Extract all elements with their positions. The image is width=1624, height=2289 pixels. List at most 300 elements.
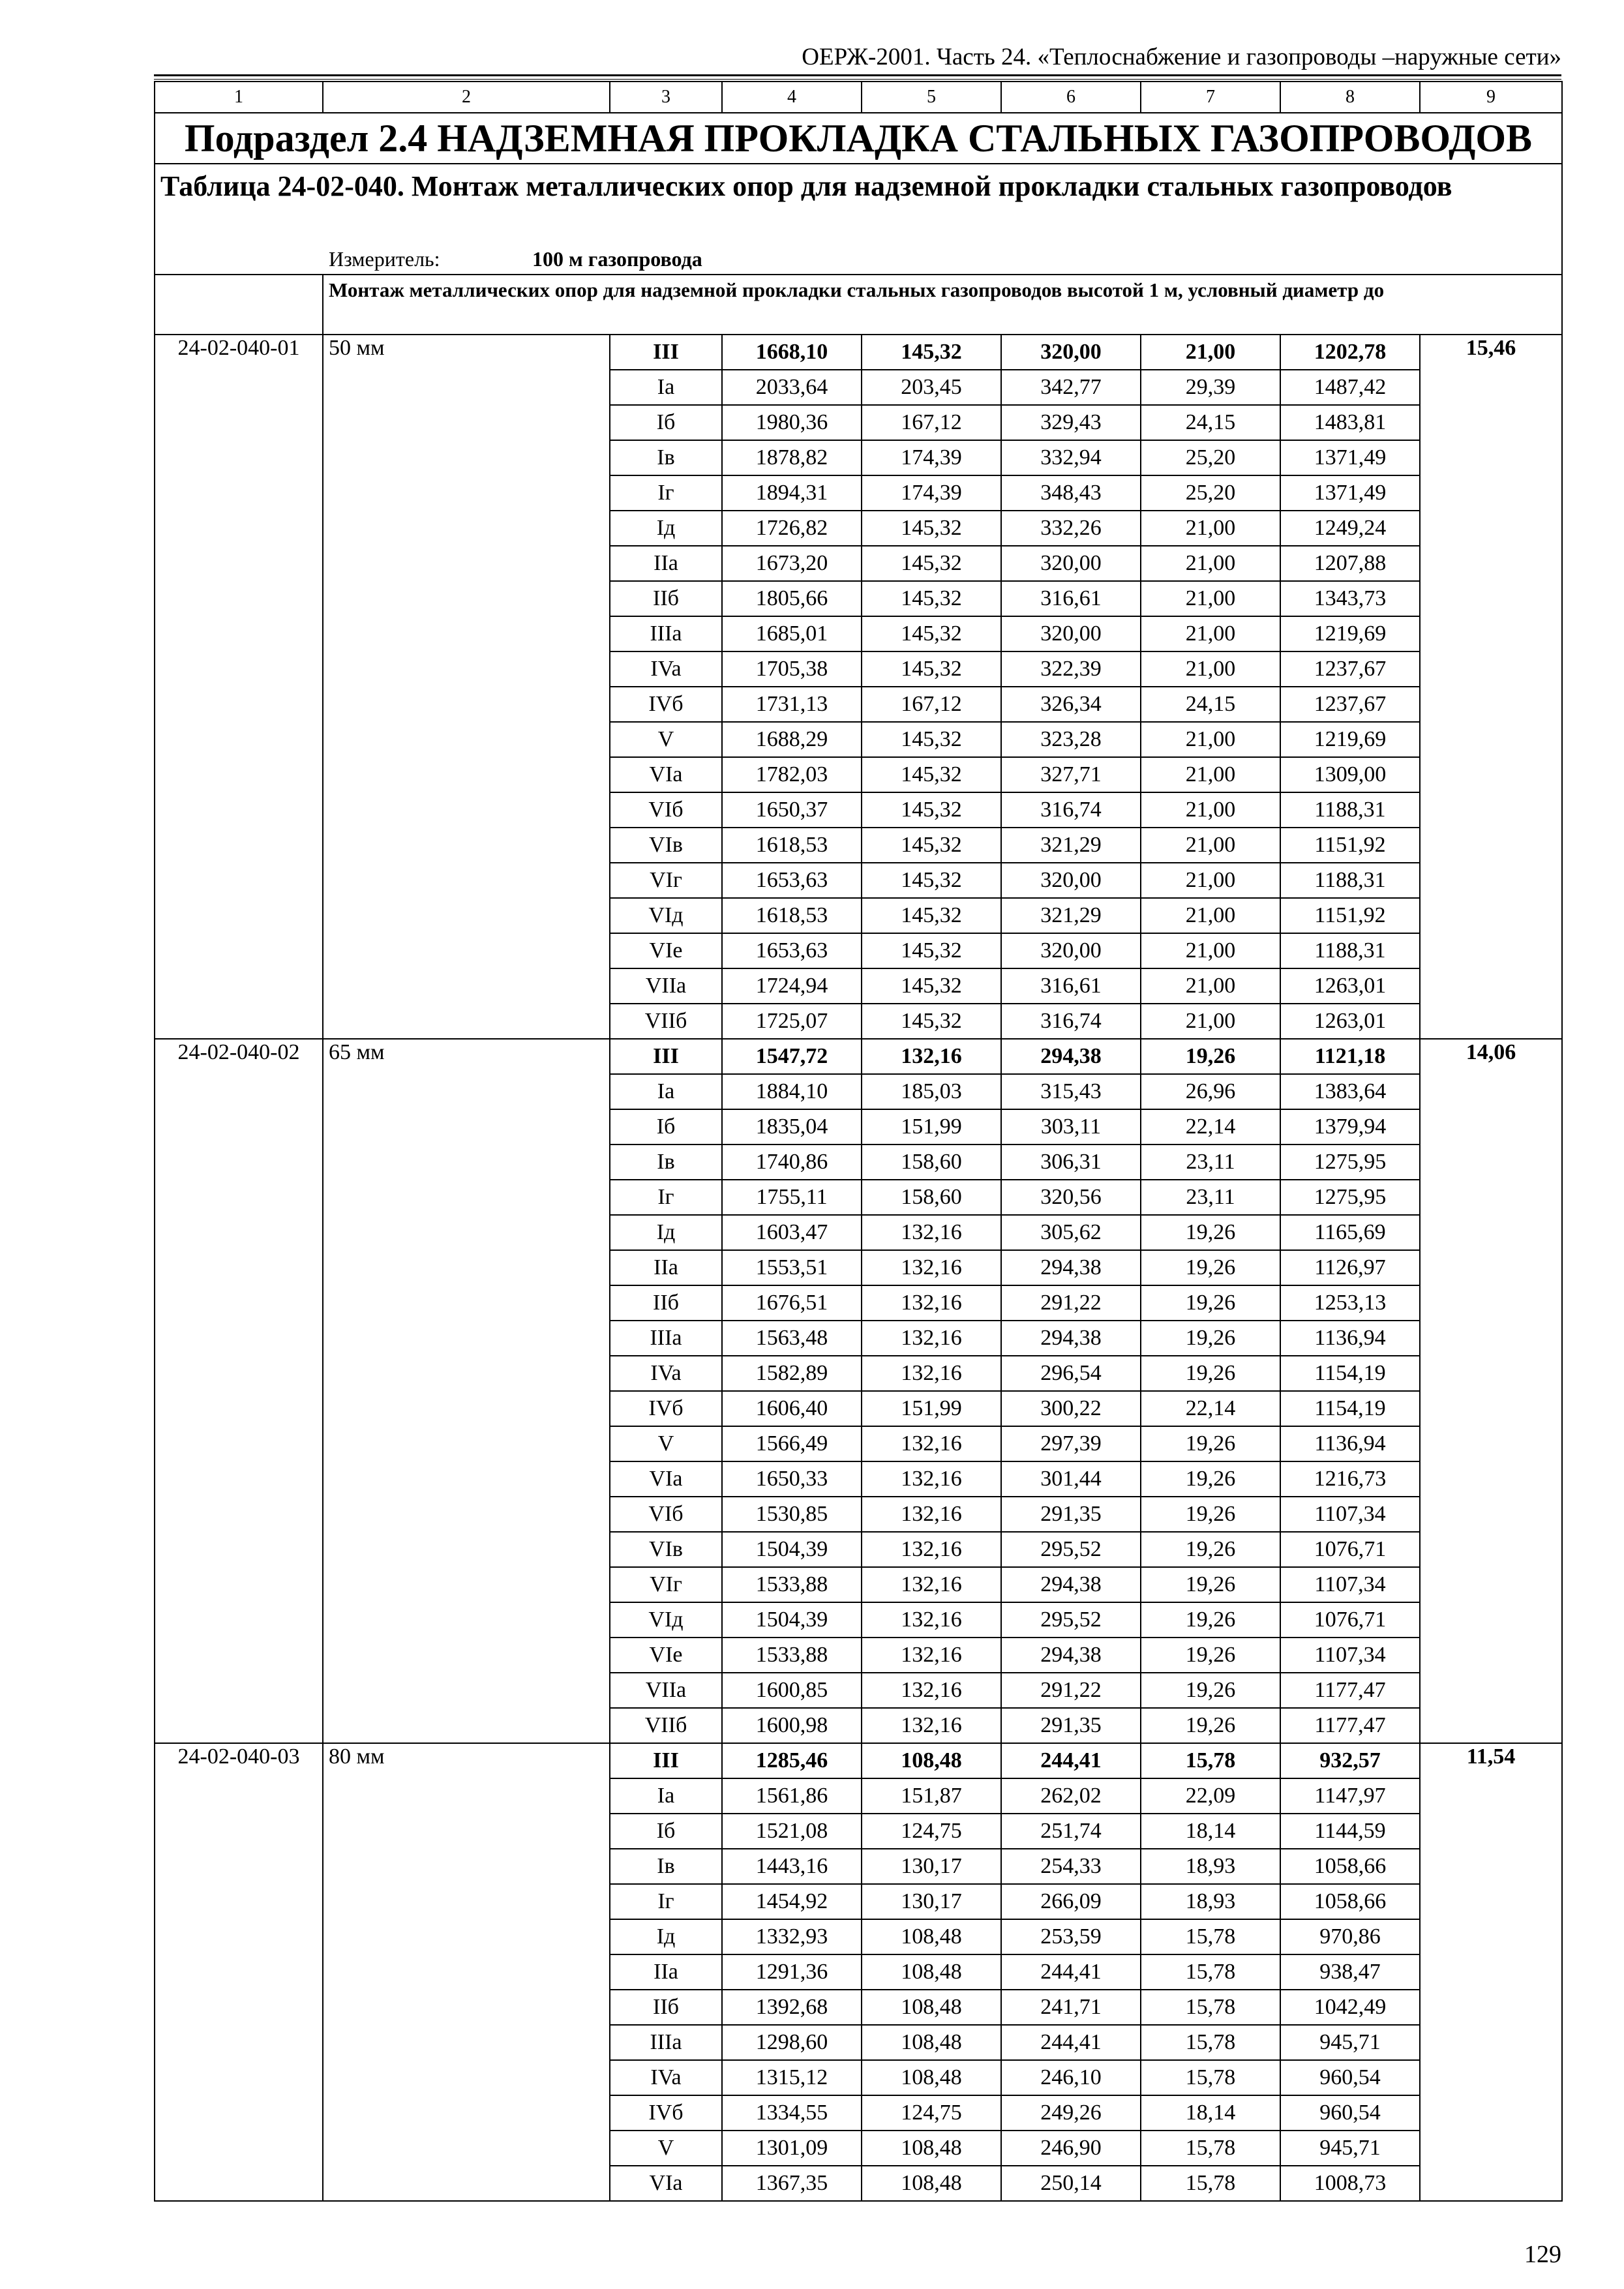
pipe-diameter-empty — [323, 1004, 610, 1039]
cost-value: 1126,97 — [1280, 1250, 1420, 1285]
table-row — [155, 1884, 1562, 1919]
cost-value: 1309,00 — [1280, 757, 1420, 792]
cost-value: 158,60 — [862, 1180, 1001, 1215]
territorial-zone: IIб — [610, 1990, 722, 2025]
pipe-diameter-empty — [323, 1285, 610, 1321]
cost-value: 132,16 — [862, 1250, 1001, 1285]
cost-value: 1884,10 — [722, 1074, 862, 1109]
table-title-row — [155, 164, 1562, 244]
cost-value: 960,54 — [1280, 2095, 1420, 2131]
table-row — [155, 1004, 1562, 1039]
labor-value-empty — [1420, 1567, 1562, 1602]
table-row — [155, 370, 1562, 405]
table-row — [155, 1638, 1562, 1673]
cost-value: 1165,69 — [1280, 1215, 1420, 1250]
column-number: 9 — [1420, 82, 1562, 113]
cost-value: 1483,81 — [1280, 405, 1420, 440]
cost-value: 145,32 — [862, 968, 1001, 1004]
rate-code-empty — [155, 1004, 323, 1039]
labor-value-empty — [1420, 1144, 1562, 1180]
table-row — [155, 546, 1562, 581]
cost-value: 1367,35 — [722, 2166, 862, 2201]
pipe-diameter-empty — [323, 1567, 610, 1602]
cost-value: 306,31 — [1001, 1144, 1141, 1180]
cost-value: 1315,12 — [722, 2060, 862, 2095]
labor-value-empty — [1420, 2131, 1562, 2166]
cost-value: 1291,36 — [722, 1954, 862, 1990]
cost-value: 21,00 — [1141, 968, 1280, 1004]
cost-value: 19,26 — [1141, 1673, 1280, 1708]
cost-value: 19,26 — [1141, 1532, 1280, 1567]
rate-code-empty — [155, 792, 323, 828]
pipe-diameter-empty — [323, 1074, 610, 1109]
column-number-row — [155, 82, 1562, 113]
cost-value: 132,16 — [862, 1602, 1001, 1638]
cost-value: 1188,31 — [1280, 792, 1420, 828]
cost-value: 246,10 — [1001, 2060, 1141, 2095]
cost-value: 174,39 — [862, 440, 1001, 475]
pipe-diameter-empty — [323, 2060, 610, 2095]
cost-value: 26,96 — [1141, 1074, 1280, 1109]
section-title: Подраздел 2.4 НАДЗЕМНАЯ ПРОКЛАДКА СТАЛЬНЫХ ГАЗОПРОВОДОВ — [155, 113, 1562, 164]
table-row — [155, 1039, 1562, 1074]
cost-value: 1219,69 — [1280, 722, 1420, 757]
rate-code-empty — [155, 440, 323, 475]
cost-value: 1443,16 — [722, 1849, 862, 1884]
cost-value: 1835,04 — [722, 1109, 862, 1144]
table-row — [155, 581, 1562, 616]
pipe-diameter-empty — [323, 1673, 610, 1708]
territorial-zone: V — [610, 722, 722, 757]
pipe-diameter: 80 мм — [323, 1743, 610, 1778]
cost-value: 132,16 — [862, 1497, 1001, 1532]
cost-value: 1144,59 — [1280, 1814, 1420, 1849]
labor-value-empty — [1420, 1109, 1562, 1144]
rate-code: 24-02-040-02 — [155, 1039, 323, 1074]
labor-value-empty — [1420, 1074, 1562, 1109]
cost-value: 132,16 — [862, 1567, 1001, 1602]
cost-value: 24,15 — [1141, 405, 1280, 440]
territorial-zone: VIa — [610, 1461, 722, 1497]
cost-value: 246,90 — [1001, 2131, 1141, 2166]
cost-value: 132,16 — [862, 1638, 1001, 1673]
cost-value: 266,09 — [1001, 1884, 1141, 1919]
cost-value: 1154,19 — [1280, 1356, 1420, 1391]
table-row — [155, 1708, 1562, 1743]
cost-value: 1504,39 — [722, 1602, 862, 1638]
cost-value: 1107,34 — [1280, 1638, 1420, 1673]
cost-value: 108,48 — [862, 1919, 1001, 1954]
table-row — [155, 616, 1562, 651]
cost-value: 1725,07 — [722, 1004, 862, 1039]
cost-value: 203,45 — [862, 370, 1001, 405]
cost-value: 145,32 — [862, 335, 1001, 370]
pipe-diameter-empty — [323, 1497, 610, 1532]
cost-value: 185,03 — [862, 1074, 1001, 1109]
cost-value: 1275,95 — [1280, 1144, 1420, 1180]
cost-value: 1688,29 — [722, 722, 862, 757]
rate-code-empty — [155, 1250, 323, 1285]
cost-value: 320,56 — [1001, 1180, 1141, 1215]
cost-value: 303,11 — [1001, 1109, 1141, 1144]
pipe-diameter-empty — [323, 968, 610, 1004]
pipe-diameter-empty — [323, 1250, 610, 1285]
cost-value: 296,54 — [1001, 1356, 1141, 1391]
labor-value-empty — [1420, 1497, 1562, 1532]
cost-value: 1653,63 — [722, 863, 862, 898]
cost-value: 1563,48 — [722, 1321, 862, 1356]
cost-value: 294,38 — [1001, 1039, 1141, 1074]
cost-value: 151,87 — [862, 1778, 1001, 1814]
cost-value: 124,75 — [862, 1814, 1001, 1849]
table-row — [155, 335, 1562, 370]
cost-value: 1042,49 — [1280, 1990, 1420, 2025]
cost-value: 291,35 — [1001, 1708, 1141, 1743]
rate-code-empty — [155, 405, 323, 440]
labor-value-empty — [1420, 1638, 1562, 1673]
column-number: 8 — [1280, 82, 1420, 113]
territorial-zone: Iд — [610, 1215, 722, 1250]
cost-value: 1371,49 — [1280, 440, 1420, 475]
territorial-zone: VIг — [610, 863, 722, 898]
cost-value: 18,93 — [1141, 1849, 1280, 1884]
pipe-diameter-empty — [323, 828, 610, 863]
table-row — [155, 1391, 1562, 1426]
cost-value: 1740,86 — [722, 1144, 862, 1180]
cost-value: 1668,10 — [722, 335, 862, 370]
cost-value: 329,43 — [1001, 405, 1141, 440]
cost-value: 15,78 — [1141, 1954, 1280, 1990]
labor-value-empty — [1420, 898, 1562, 933]
labor-value-empty — [1420, 1321, 1562, 1356]
territorial-zone: Iв — [610, 1849, 722, 1884]
cost-value: 21,00 — [1141, 616, 1280, 651]
pipe-diameter-empty — [323, 863, 610, 898]
territorial-zone: VIIб — [610, 1004, 722, 1039]
cost-value: 145,32 — [862, 546, 1001, 581]
pipe-diameter-empty — [323, 1990, 610, 2025]
table-row — [155, 1109, 1562, 1144]
cost-value: 145,32 — [862, 1004, 1001, 1039]
pipe-diameter-empty — [323, 581, 610, 616]
table-row — [155, 1074, 1562, 1109]
cost-value: 316,74 — [1001, 792, 1141, 828]
cost-value: 294,38 — [1001, 1250, 1141, 1285]
cost-value: 1107,34 — [1280, 1497, 1420, 1532]
cost-value: 244,41 — [1001, 2025, 1141, 2060]
rate-code-empty — [155, 546, 323, 581]
territorial-zone: VIб — [610, 1497, 722, 1532]
labor-value-empty — [1420, 1954, 1562, 1990]
pipe-diameter-empty — [323, 1426, 610, 1461]
cost-value: 1650,37 — [722, 792, 862, 828]
rate-code-empty — [155, 1426, 323, 1461]
rate-code-empty — [155, 2095, 323, 2131]
cost-value: 1121,18 — [1280, 1039, 1420, 1074]
table-row — [155, 1990, 1562, 2025]
cost-value: 332,94 — [1001, 440, 1141, 475]
cost-value: 21,00 — [1141, 581, 1280, 616]
cost-value: 1263,01 — [1280, 1004, 1420, 1039]
rate-code-empty — [155, 1708, 323, 1743]
labor-value-empty — [1420, 546, 1562, 581]
cost-value: 1894,31 — [722, 475, 862, 511]
cost-value: 21,00 — [1141, 792, 1280, 828]
cost-value: 15,78 — [1141, 1990, 1280, 2025]
cost-value: 167,12 — [862, 687, 1001, 722]
labor-value-empty — [1420, 968, 1562, 1004]
rate-code-empty — [155, 1497, 323, 1532]
labor-value: 14,06 — [1420, 1039, 1562, 1074]
cost-value: 132,16 — [862, 1532, 1001, 1567]
labor-value-empty — [1420, 2166, 1562, 2201]
pipe-diameter-empty — [323, 1532, 610, 1567]
cost-value: 1533,88 — [722, 1638, 862, 1673]
table-row — [155, 1567, 1562, 1602]
cost-value: 1177,47 — [1280, 1708, 1420, 1743]
labor-value-empty — [1420, 1215, 1562, 1250]
territorial-zone: IIIa — [610, 1321, 722, 1356]
pipe-diameter-empty — [323, 687, 610, 722]
labor-value-empty — [1420, 863, 1562, 898]
cost-value: 294,38 — [1001, 1567, 1141, 1602]
cost-value: 249,26 — [1001, 2095, 1141, 2131]
cost-value: 322,39 — [1001, 651, 1141, 687]
table-row — [155, 898, 1562, 933]
cost-value: 108,48 — [862, 1954, 1001, 1990]
table-row — [155, 440, 1562, 475]
territorial-zone: Ia — [610, 370, 722, 405]
table-row — [155, 1285, 1562, 1321]
cost-value: 21,00 — [1141, 757, 1280, 792]
cost-value: 1731,13 — [722, 687, 862, 722]
rate-code-empty — [155, 1074, 323, 1109]
pipe-diameter-empty — [323, 722, 610, 757]
cost-value: 254,33 — [1001, 1849, 1141, 1884]
cost-value: 132,16 — [862, 1321, 1001, 1356]
table-row — [155, 511, 1562, 546]
table-row — [155, 757, 1562, 792]
cost-value: 1606,40 — [722, 1391, 862, 1426]
cost-value: 320,00 — [1001, 616, 1141, 651]
cost-value: 21,00 — [1141, 511, 1280, 546]
cost-value: 1726,82 — [722, 511, 862, 546]
territorial-zone: IIIa — [610, 616, 722, 651]
cost-value: 151,99 — [862, 1109, 1001, 1144]
cost-value: 244,41 — [1001, 1743, 1141, 1778]
column-number: 4 — [722, 82, 862, 113]
header-rule — [154, 74, 1561, 76]
cost-value: 1553,51 — [722, 1250, 862, 1285]
cost-value: 1154,19 — [1280, 1391, 1420, 1426]
table-row — [155, 2025, 1562, 2060]
cost-value: 145,32 — [862, 898, 1001, 933]
rate-code-empty — [155, 581, 323, 616]
cost-value: 251,74 — [1001, 1814, 1141, 1849]
pipe-diameter-empty — [323, 757, 610, 792]
cost-value: 1076,71 — [1280, 1532, 1420, 1567]
table-row — [155, 828, 1562, 863]
pipe-diameter-empty — [323, 546, 610, 581]
cost-value: 1673,20 — [722, 546, 862, 581]
cost-value: 19,26 — [1141, 1285, 1280, 1321]
labor-value-empty — [1420, 1990, 1562, 2025]
table-row — [155, 722, 1562, 757]
cost-value: 15,78 — [1141, 2060, 1280, 2095]
territorial-zone: VIд — [610, 1602, 722, 1638]
territorial-zone: VIa — [610, 2166, 722, 2201]
table-row — [155, 1426, 1562, 1461]
rate-code-empty — [155, 1814, 323, 1849]
cost-value: 1878,82 — [722, 440, 862, 475]
cost-value: 945,71 — [1280, 2025, 1420, 2060]
cost-value: 1188,31 — [1280, 933, 1420, 968]
table-row — [155, 1321, 1562, 1356]
cost-value: 1530,85 — [722, 1497, 862, 1532]
header-rule-thin — [154, 79, 1561, 80]
cost-value: 19,26 — [1141, 1602, 1280, 1638]
cost-value: 108,48 — [862, 2025, 1001, 2060]
subtitle-spacer — [155, 275, 323, 335]
cost-value: 1216,73 — [1280, 1461, 1420, 1497]
rate-code-empty — [155, 1144, 323, 1180]
cost-value: 253,59 — [1001, 1919, 1141, 1954]
rate-code: 24-02-040-01 — [155, 335, 323, 370]
cost-value: 19,26 — [1141, 1638, 1280, 1673]
cost-value: 321,29 — [1001, 898, 1141, 933]
labor-value-empty — [1420, 1849, 1562, 1884]
cost-value: 108,48 — [862, 2060, 1001, 2095]
territorial-zone: IVa — [610, 651, 722, 687]
territorial-zone: V — [610, 1426, 722, 1461]
page-number: 129 — [1524, 2241, 1561, 2268]
cost-value: 19,26 — [1141, 1250, 1280, 1285]
cost-value: 130,17 — [862, 1884, 1001, 1919]
cost-value: 21,00 — [1141, 546, 1280, 581]
table-row — [155, 651, 1562, 687]
territorial-zone: III — [610, 1743, 722, 1778]
cost-value: 21,00 — [1141, 898, 1280, 933]
labor-value-empty — [1420, 1884, 1562, 1919]
cost-value: 1207,88 — [1280, 546, 1420, 581]
pipe-diameter-empty — [323, 370, 610, 405]
rate-code: 24-02-040-03 — [155, 1743, 323, 1778]
cost-value: 1600,85 — [722, 1673, 862, 1708]
cost-value: 19,26 — [1141, 1039, 1280, 1074]
labor-value-empty — [1420, 1814, 1562, 1849]
pipe-diameter-empty — [323, 898, 610, 933]
cost-value: 22,14 — [1141, 1109, 1280, 1144]
cost-value: 1275,95 — [1280, 1180, 1420, 1215]
pipe-diameter-empty — [323, 1391, 610, 1426]
running-header: ОЕРЖ-2001. Часть 24. «Теплоснабжение и газопроводы –наружные сети» — [802, 44, 1561, 70]
cost-value: 145,32 — [862, 933, 1001, 968]
cost-value: 291,22 — [1001, 1285, 1141, 1321]
labor-value-empty — [1420, 757, 1562, 792]
cost-value: 18,93 — [1141, 1884, 1280, 1919]
labor-value-empty — [1420, 1180, 1562, 1215]
cost-value: 327,71 — [1001, 757, 1141, 792]
rate-code-empty — [155, 1532, 323, 1567]
territorial-zone: Iб — [610, 1109, 722, 1144]
pipe-diameter-empty — [323, 2025, 610, 2060]
territorial-zone: V — [610, 2131, 722, 2166]
cost-value: 23,11 — [1141, 1144, 1280, 1180]
pipe-diameter: 65 мм — [323, 1039, 610, 1074]
territorial-zone: VIд — [610, 898, 722, 933]
pipe-diameter-empty — [323, 1180, 610, 1215]
rate-code-empty — [155, 1884, 323, 1919]
cost-value: 108,48 — [862, 1743, 1001, 1778]
labor-value: 11,54 — [1420, 1743, 1562, 1778]
table-row — [155, 1180, 1562, 1215]
rate-code-empty — [155, 616, 323, 651]
territorial-zone: Iг — [610, 475, 722, 511]
territorial-zone: VIe — [610, 1638, 722, 1673]
cost-value: 1561,86 — [722, 1778, 862, 1814]
measure-value: 100 м газопровода — [532, 247, 702, 271]
cost-value: 1151,92 — [1280, 828, 1420, 863]
cost-value: 108,48 — [862, 2166, 1001, 2201]
cost-value: 25,20 — [1141, 475, 1280, 511]
rate-code-empty — [155, 1778, 323, 1814]
cost-value: 1237,67 — [1280, 651, 1420, 687]
cost-value: 321,29 — [1001, 828, 1141, 863]
rate-code-empty — [155, 1954, 323, 1990]
table-row — [155, 2131, 1562, 2166]
rate-code-empty — [155, 651, 323, 687]
cost-value: 1618,53 — [722, 898, 862, 933]
territorial-zone: Ia — [610, 1778, 722, 1814]
table-row — [155, 1814, 1562, 1849]
table-row — [155, 1919, 1562, 1954]
territorial-zone: IIa — [610, 546, 722, 581]
cost-value: 1237,67 — [1280, 687, 1420, 722]
cost-value: 174,39 — [862, 475, 1001, 511]
cost-value: 21,00 — [1141, 335, 1280, 370]
labor-value-empty — [1420, 475, 1562, 511]
labor-value-empty — [1420, 1708, 1562, 1743]
labor-value-empty — [1420, 1004, 1562, 1039]
pipe-diameter-empty — [323, 616, 610, 651]
cost-value: 1058,66 — [1280, 1849, 1420, 1884]
territorial-zone: Iв — [610, 440, 722, 475]
cost-value: 18,14 — [1141, 1814, 1280, 1849]
pipe-diameter-empty — [323, 1954, 610, 1990]
labor-value-empty — [1420, 687, 1562, 722]
cost-value: 295,52 — [1001, 1602, 1141, 1638]
cost-value: 21,00 — [1141, 722, 1280, 757]
labor-value-empty — [1420, 792, 1562, 828]
labor-value-empty — [1420, 1532, 1562, 1567]
table-row — [155, 1461, 1562, 1497]
cost-value: 960,54 — [1280, 2060, 1420, 2095]
cost-value: 19,26 — [1141, 1356, 1280, 1391]
rate-code-empty — [155, 475, 323, 511]
labor-value-empty — [1420, 2095, 1562, 2131]
territorial-zone: IIa — [610, 1954, 722, 1990]
labor-value-empty — [1420, 651, 1562, 687]
cost-value: 323,28 — [1001, 722, 1141, 757]
measure-cell — [155, 244, 1562, 275]
table-row — [155, 475, 1562, 511]
cost-value: 1136,94 — [1280, 1321, 1420, 1356]
cost-value: 1136,94 — [1280, 1426, 1420, 1461]
column-number: 1 — [155, 82, 323, 113]
cost-value: 145,32 — [862, 757, 1001, 792]
cost-value: 1566,49 — [722, 1426, 862, 1461]
cost-value: 1685,01 — [722, 616, 862, 651]
